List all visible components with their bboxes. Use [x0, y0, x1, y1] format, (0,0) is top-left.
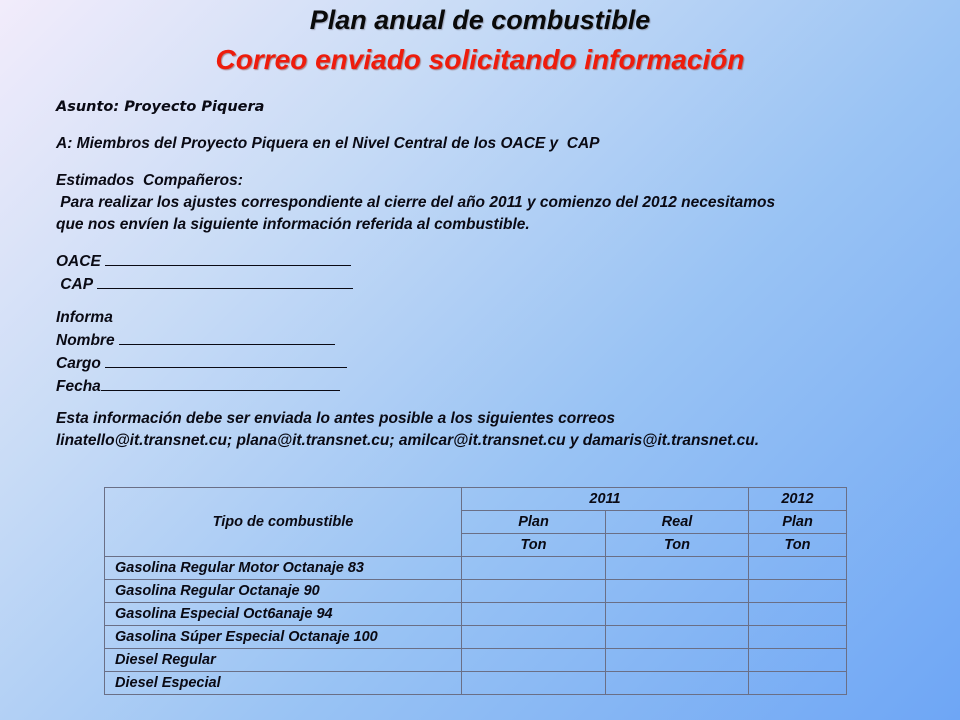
- email-addresses: linatello@it.transnet.cu; plana@it.transnet.cu; amilcar@it.transnet.cu y damaris@it.transnet.cu.: [56, 432, 760, 449]
- fuel-type-cell: Gasolina Regular Motor Octanaje 83: [105, 557, 462, 580]
- header-fuel-type: Tipo de combustible: [105, 488, 462, 557]
- page-subtitle: Correo enviado solicitando información: [215, 44, 745, 75]
- fecha-label: Fecha: [56, 378, 101, 395]
- cargo-label: Cargo: [56, 355, 106, 372]
- header-2012-plan: Plan: [749, 511, 847, 534]
- table-row: [105, 672, 847, 695]
- plan-2012-cell[interactable]: [749, 672, 847, 695]
- real-2011-cell[interactable]: [606, 672, 749, 695]
- plan-2012-cell[interactable]: [749, 626, 847, 649]
- unit-2011-real: Ton: [606, 534, 749, 557]
- page-title: Plan anual de combustible: [309, 5, 651, 35]
- oace-label: OACE: [56, 253, 106, 270]
- cap-label: CAP: [56, 276, 97, 293]
- fuel-type-cell: Diesel Regular: [105, 649, 462, 672]
- email-closing-block: [56, 408, 936, 452]
- fecha-field-row: [56, 375, 936, 398]
- plan-2012-cell[interactable]: [749, 580, 847, 603]
- email-body-line-1: Para realizar los ajustes correspondiente al cierre del año 2011 y comienzo del 2012 necesitamos: [56, 194, 776, 211]
- real-2011-cell[interactable]: [606, 649, 749, 672]
- fuel-plan-table: [104, 487, 847, 695]
- unit-2011-plan: Ton: [462, 534, 606, 557]
- plan-2011-cell[interactable]: [462, 672, 606, 695]
- plan-2011-cell[interactable]: [462, 580, 606, 603]
- plan-2011-cell[interactable]: [462, 557, 606, 580]
- header-year-2011: 2011: [462, 488, 749, 511]
- nombre-label: Nombre: [56, 332, 119, 349]
- plan-2012-cell[interactable]: [749, 649, 847, 672]
- table-row: [105, 580, 847, 603]
- plan-2011-cell[interactable]: [462, 649, 606, 672]
- email-closing-line-1: Esta información debe ser enviada lo antes posible a los siguientes correos: [56, 410, 616, 427]
- cap-blank-line: [97, 273, 353, 289]
- cap-field-row: [56, 273, 936, 296]
- header-2011-real: Real: [606, 511, 749, 534]
- plan-2011-cell[interactable]: [462, 626, 606, 649]
- fuel-type-cell: Gasolina Regular Octanaje 90: [105, 580, 462, 603]
- organization-fields: [56, 250, 936, 296]
- real-2011-cell[interactable]: [606, 626, 749, 649]
- fuel-type-cell: Gasolina Especial Oct6anaje 94: [105, 603, 462, 626]
- email-recipients: A: Miembros del Proyecto Piquera en el Nivel Central de los OACE y CAP: [56, 135, 600, 152]
- email-body-block: [56, 170, 936, 236]
- cargo-field-row: [56, 352, 936, 375]
- fuel-type-cell: Gasolina Súper Especial Octanaje 100: [105, 626, 462, 649]
- plan-2012-cell[interactable]: [749, 557, 847, 580]
- informant-fields: [56, 307, 936, 398]
- real-2011-cell[interactable]: [606, 603, 749, 626]
- table-row: [105, 603, 847, 626]
- nombre-blank-line: [119, 329, 335, 345]
- email-greeting: Estimados Compañeros:: [56, 172, 243, 189]
- cargo-blank-line: [105, 352, 347, 368]
- header-year-2012: 2012: [749, 488, 847, 511]
- table-header-row: [105, 488, 847, 511]
- plan-2012-cell[interactable]: [749, 603, 847, 626]
- real-2011-cell[interactable]: [606, 557, 749, 580]
- email-body-line-2: que nos envíen la siguiente información referida al combustible.: [56, 216, 530, 233]
- oace-blank-line: [105, 250, 351, 266]
- fecha-blank-line: [101, 375, 340, 391]
- email-subject: Asunto: Proyecto Piquera: [56, 99, 265, 115]
- header-2011-plan: Plan: [462, 511, 606, 534]
- email-subject-block: [56, 96, 936, 118]
- oace-field-row: [56, 250, 936, 273]
- table-row: [105, 626, 847, 649]
- informa-label: Informa: [56, 309, 113, 326]
- real-2011-cell[interactable]: [606, 580, 749, 603]
- fuel-type-cell: Diesel Especial: [105, 672, 462, 695]
- table-row: [105, 557, 847, 580]
- unit-2012-plan: Ton: [749, 534, 847, 557]
- table-row: [105, 649, 847, 672]
- plan-2011-cell[interactable]: [462, 603, 606, 626]
- email-recipients-block: [56, 133, 936, 155]
- nombre-field-row: [56, 329, 936, 352]
